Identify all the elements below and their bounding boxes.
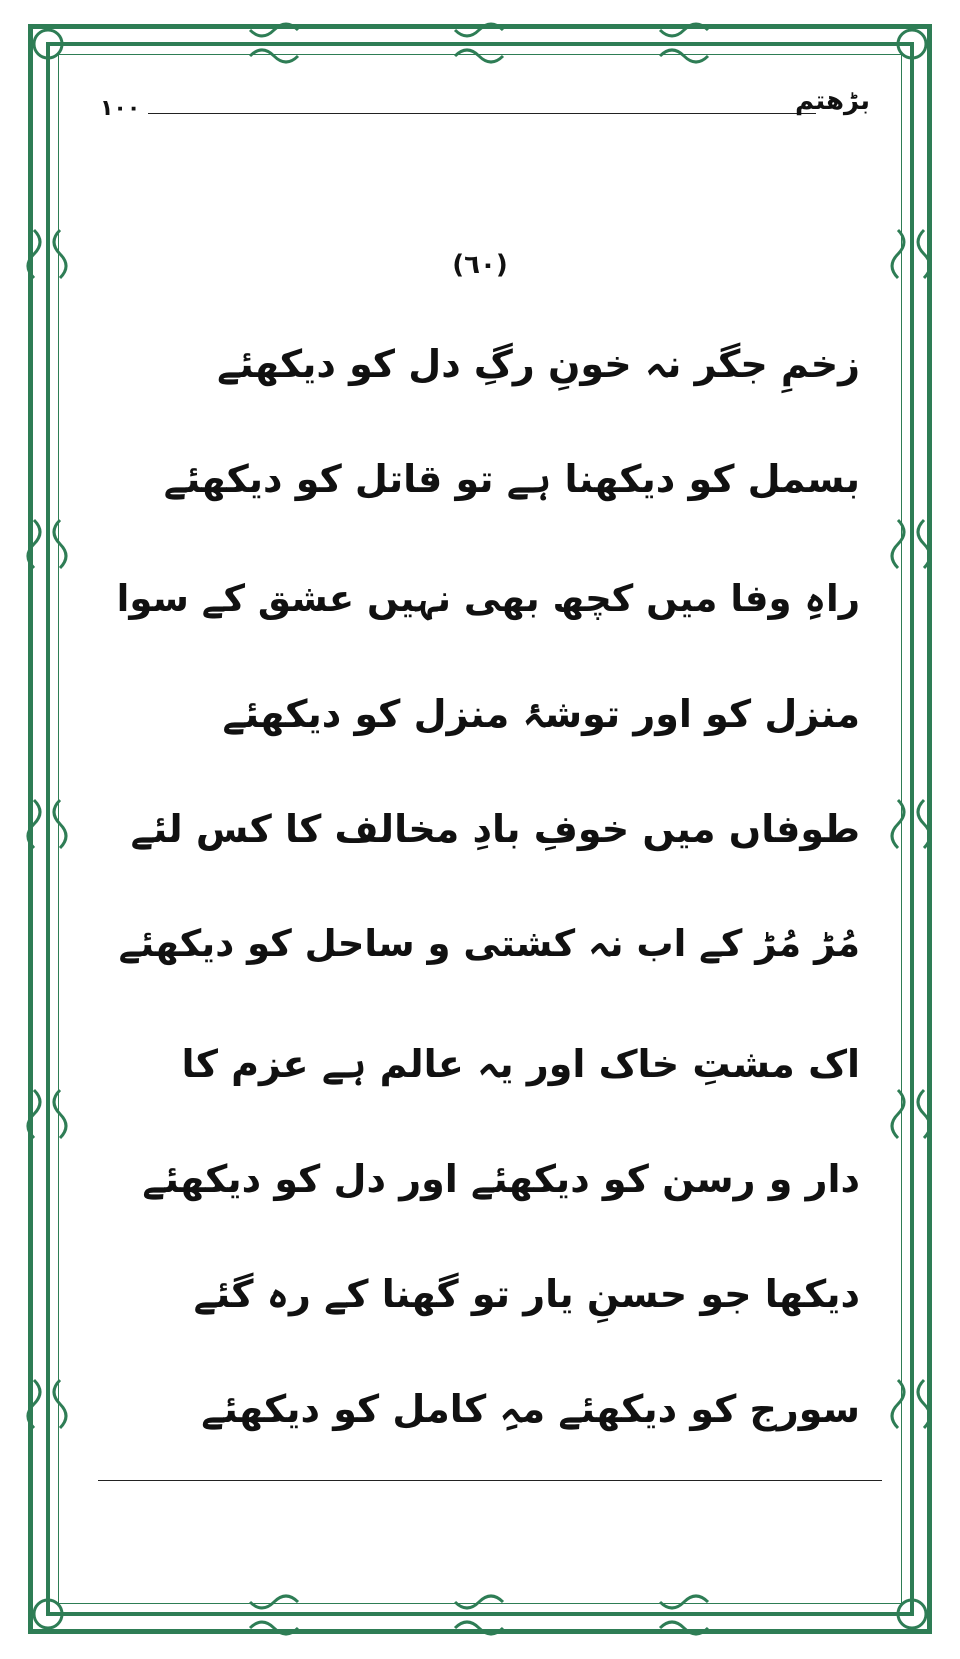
verse-line-4: منزل کو اور توشۂ منزل کو دیکھئے xyxy=(222,692,860,736)
verse-line-8: دار و رسن کو دیکھئے اور دل کو دیکھئے xyxy=(142,1157,860,1201)
verse-line-5: طوفاں میں خوفِ بادِ مخالف کا کس لئے xyxy=(130,807,860,851)
verse-line-2: بسمل کو دیکھنا ہے تو قاتل کو دیکھئے xyxy=(163,457,860,501)
verse-line-7: اک مشتِ خاک اور یہ عالم ہے عزم کا xyxy=(181,1042,860,1086)
footer-rule xyxy=(98,1480,882,1481)
poem-number: (٦٠) xyxy=(452,250,508,280)
verse-line-1: زخمِ جگر نہ خونِ رگِ دل کو دیکھئے xyxy=(217,342,860,386)
verse-line-6: مُڑ مُڑ کے اب نہ کشتی و ساحل کو دیکھئے xyxy=(118,922,860,965)
running-head: بڑھتم xyxy=(795,86,870,116)
verse-line-9: دیکھا جو حسنِ یار تو گھنا کے رہ گئے xyxy=(193,1272,860,1316)
page-number: ١٠٠ xyxy=(100,96,141,121)
verse-line-3: راہِ وفا میں کچھ بھی نہیں عشق کے سوا xyxy=(116,577,860,620)
verse-line-10: سورج کو دیکھئے مہِ کامل کو دیکھئے xyxy=(201,1387,860,1431)
header-rule xyxy=(148,113,816,114)
